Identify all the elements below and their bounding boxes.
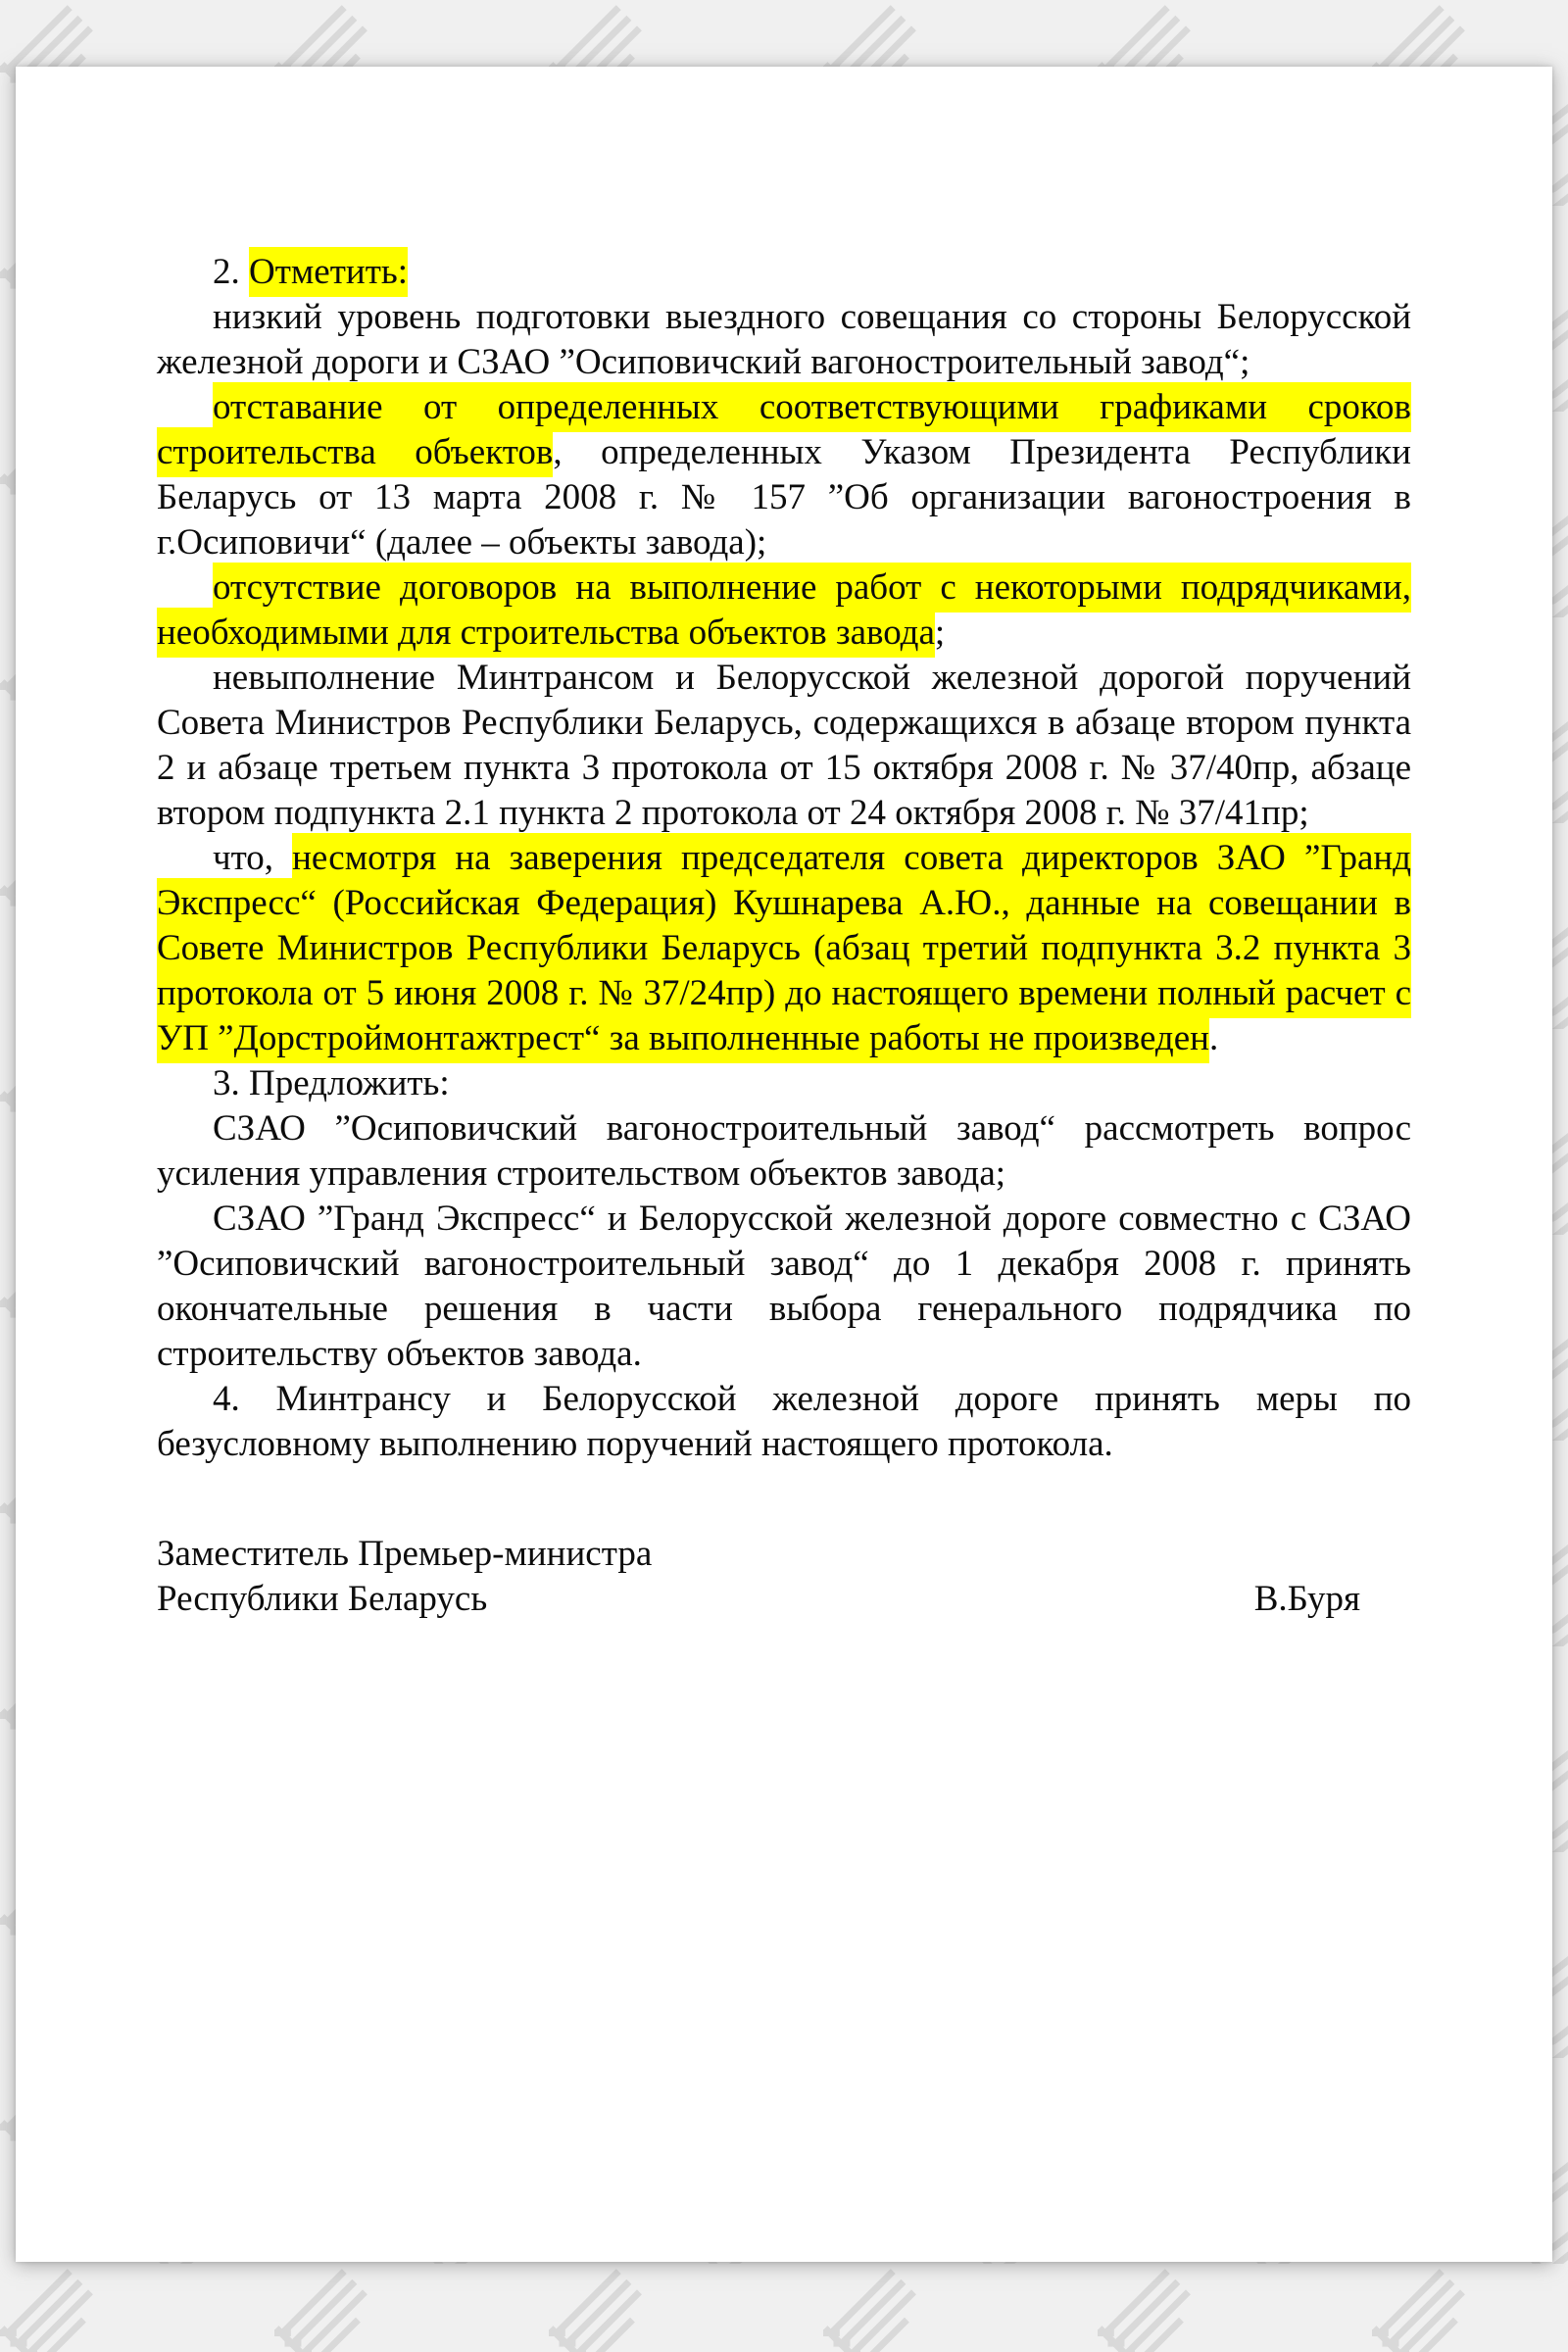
highlight: Отметить: bbox=[249, 247, 408, 297]
paragraph bbox=[157, 656, 1411, 836]
paragraph bbox=[157, 1197, 1411, 1377]
signer-name: В.Буря bbox=[1253, 1579, 1360, 1619]
paragraph bbox=[157, 1377, 1411, 1467]
text-segment: СЗАО ”Осиповичский вагоностроительный завод“ рассмотреть вопрос усиления управления строительством объектов завода; bbox=[157, 1108, 1411, 1194]
text-segment: низкий уровень подготовки выездного совещания со стороны Белорусской железной дороги и СЗАО ”Осиповичский вагоностроительный завод“; bbox=[157, 297, 1411, 382]
paragraph bbox=[157, 836, 1411, 1061]
document-body bbox=[157, 250, 1411, 1622]
paragraph bbox=[157, 385, 1411, 565]
signer-title-line2: Республики Беларусь bbox=[157, 1579, 488, 1619]
text-segment: ; bbox=[934, 612, 946, 653]
text-segment: . bbox=[1208, 1018, 1219, 1058]
text-segment: СЗАО ”Гранд Экспресс“ и Белорусской железной дороге совместно с СЗАО ”Осиповичский вагоностроительный завод“ до 1 декабря 2008 г. принять окончательные решения в части выбора генерального подрядчика по строительству объектов завода. bbox=[157, 1199, 1411, 1374]
signature-block bbox=[157, 1532, 1411, 1622]
paragraph bbox=[157, 1106, 1411, 1197]
paragraph bbox=[157, 295, 1411, 385]
highlight: отсутствие договоров на выполнение работ с некоторыми подрядчиками, необходимыми для строительства объектов завода bbox=[157, 563, 1411, 658]
text-segment: 2. bbox=[213, 252, 249, 292]
text-segment: невыполнение Минтрансом и Белорусской железной дорогой поручений Совета Министров Республики Беларусь, содержащихся в абзаце втором пункта 2 и абзаце третьем пункта 3 протокола от 15 октября 2008 г. № 37/40пр, абзаце втором подпункта 2.1 пункта 2 протокола от 24 октября 2008 г. № 37/41пр; bbox=[157, 658, 1411, 833]
paragraph bbox=[157, 250, 1411, 295]
highlight: отставание от определенных соответствующими графиками сроков строительства объектов bbox=[157, 382, 1411, 477]
text-segment: что, bbox=[213, 838, 293, 878]
paragraph bbox=[157, 565, 1411, 656]
text-segment: 3. Предложить: bbox=[213, 1063, 450, 1103]
highlight: несмотря на заверения председателя совета директоров ЗАО ”Гранд Экспресс“ (Российская Федерация) Кушнарева А.Ю., данные на совещании в Совете Министров Республики Беларусь (абзац третий подпункта 3.2 пункта 3 протокола от 5 июня 2008 г. № 37/24пр) до настоящего времени полный расчет с УП ”Дорстроймонтажтрест“ за выполненные работы не произведен bbox=[157, 833, 1411, 1063]
signer-title-line1: Заместитель Премьер-министра bbox=[157, 1534, 653, 1574]
text-segment: , определенных Указом Президента Республики Беларусь от 13 марта 2008 г. № 157 ”Об организации вагоностроения в г.Осиповичи“ (далее – объекты завода); bbox=[157, 432, 1411, 563]
text-segment: 4. Минтрансу и Белорусской железной дороге принять меры по безусловному выполнению поручений настоящего протокола. bbox=[157, 1379, 1411, 1464]
signature-row bbox=[157, 1577, 1411, 1622]
paragraph bbox=[157, 1061, 1411, 1106]
document-page bbox=[16, 67, 1552, 2262]
